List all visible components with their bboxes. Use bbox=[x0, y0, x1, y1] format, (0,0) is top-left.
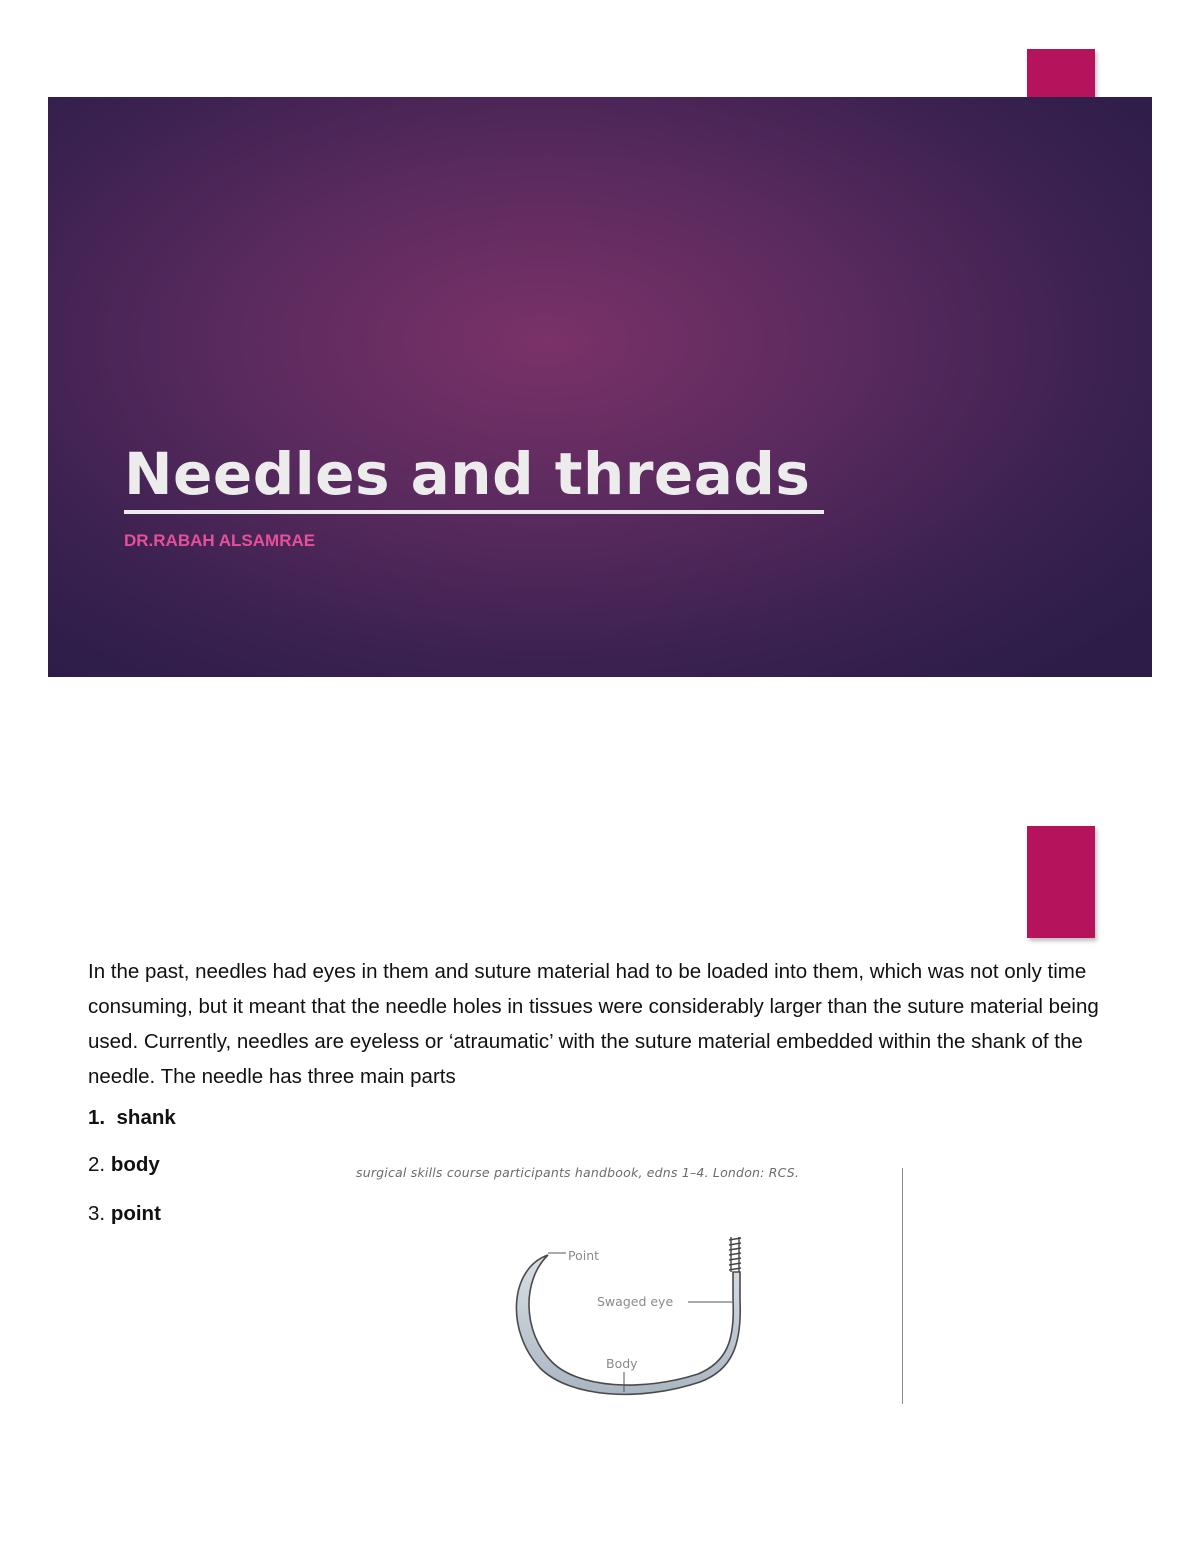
list-number: 2. bbox=[88, 1153, 106, 1176]
list-number: 1. bbox=[88, 1106, 106, 1129]
figure-caption: surgical skills course participants handbook, edns 1–4. London: RCS. bbox=[356, 1165, 800, 1180]
list-item-body bbox=[88, 1153, 160, 1177]
title-slide bbox=[48, 97, 1152, 677]
list-label: point bbox=[110, 1202, 161, 1225]
list-label: shank bbox=[116, 1106, 176, 1129]
needle-shape bbox=[516, 1255, 740, 1394]
slide-author: DR.RABAH ALSAMRAE bbox=[124, 531, 316, 550]
accent-bar-bottom bbox=[1027, 826, 1095, 938]
label-point: Point bbox=[568, 1248, 600, 1263]
slide-title: Needles and threads bbox=[124, 440, 832, 508]
shank-thread bbox=[729, 1237, 741, 1272]
label-body: Body bbox=[606, 1356, 638, 1371]
list-label: body bbox=[110, 1153, 160, 1176]
body-paragraph: In the past, needles had eyes in them and suture material had to be loaded into them, which was not only time consuming, but it meant that the needle holes in tissues were considerably larger than the suture material being used. Currently, needles are eyeless or ‘atraumatic’ with the suture material embedded within the shank of the needle. The needle has three main parts bbox=[88, 960, 1099, 1088]
label-swaged-eye: Swaged eye bbox=[597, 1294, 674, 1309]
list-number: 3. bbox=[88, 1202, 106, 1225]
list-item-point bbox=[88, 1202, 161, 1226]
title-underline bbox=[124, 510, 824, 514]
list-item-shank bbox=[88, 1106, 176, 1130]
